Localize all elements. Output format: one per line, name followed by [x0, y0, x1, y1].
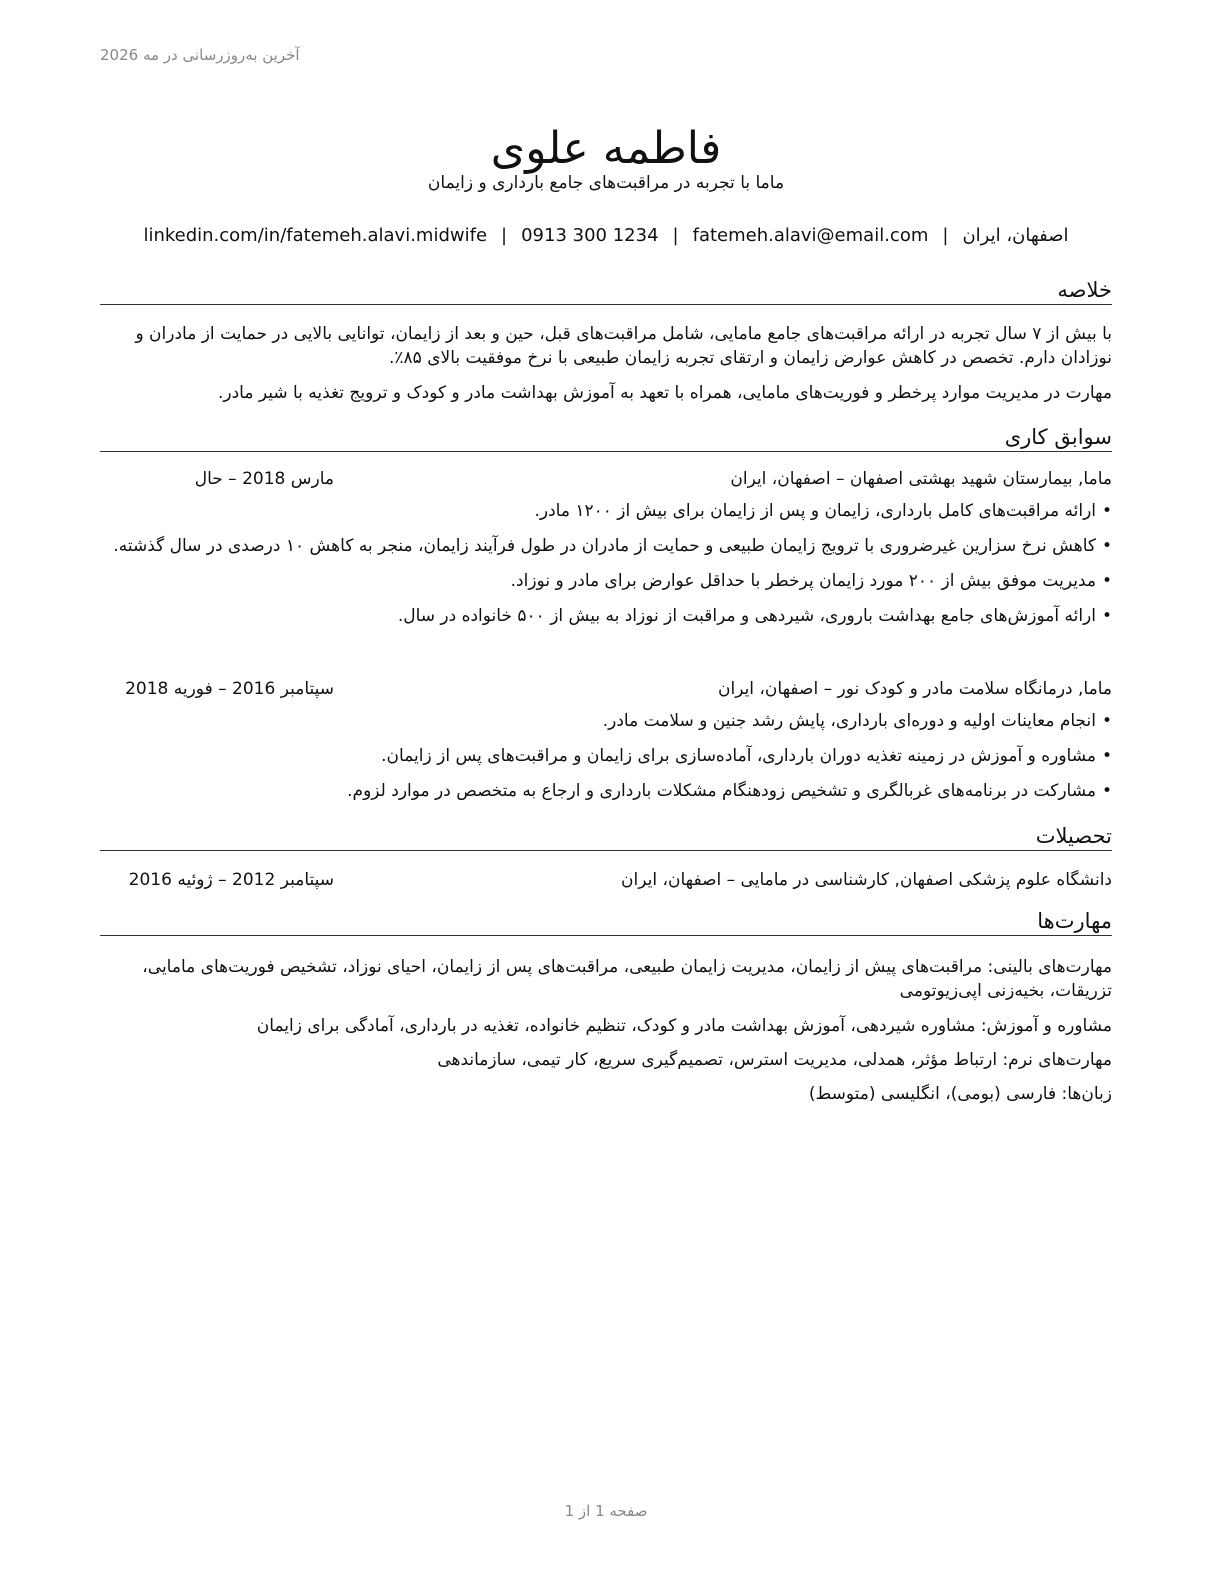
- contact-phone: 0913 300 1234: [521, 225, 659, 246]
- last-updated-note: آخرین به‌روزرسانی در مه 2026: [100, 46, 300, 64]
- list-item: • ارائه آموزش‌های جامع بهداشت باروری، شیردهی و مراقبت از نوزاد به بیش از ۵۰۰ خانواده در سال.: [100, 605, 1112, 627]
- job-bullets: [100, 500, 1112, 627]
- contact-email[interactable]: fatemeh.alavi@email.com: [692, 225, 929, 246]
- job-heading: [100, 466, 1112, 492]
- job-bullets: [100, 710, 1112, 802]
- education-date: سپتامبر 2012 – ژوئیه 2016: [128, 870, 334, 890]
- page-number: صفحه 1 از 1: [564, 1502, 648, 1520]
- contact-linkedin[interactable]: linkedin.com/in/fatemeh.alavi.midwife: [143, 225, 488, 246]
- job-heading: [100, 676, 1112, 702]
- education-title: دانشگاه علوم پزشکی اصفهان, کارشناسی در مامایی – اصفهان، ایران: [621, 870, 1112, 890]
- skills-line: مشاوره و آموزش: مشاوره شیردهی، آموزش بهداشت مادر و کودک، تنظیم خانواده، تغذیه در بارداری، آمادگی برای زایمان: [256, 1016, 1112, 1036]
- job-title: ماما, درمانگاه سلامت مادر و کودک نور – اصفهان، ایران: [717, 679, 1112, 699]
- contact-separator: |: [672, 225, 679, 246]
- section-title-summary: خلاصه: [100, 276, 1112, 305]
- skills-line: مهارت‌های نرم: ارتباط مؤثر، همدلی، مدیریت استرس، تصمیم‌گیری سریع، کار تیمی، سازماندهی: [437, 1050, 1112, 1070]
- contact-location: اصفهان، ایران: [962, 225, 1069, 246]
- list-item: • انجام معاینات اولیه و دوره‌ای بارداری، پایش رشد جنین و سلامت مادر.: [100, 710, 1112, 732]
- section-title-experience: سوابق کاری: [100, 423, 1112, 452]
- skills-line: زبان‌ها: فارسی (بومی)، انگلیسی (متوسط): [808, 1084, 1112, 1104]
- summary-paragraph: مهارت در مدیریت موارد پرخطر و فوریت‌های مامایی، همراه با تعهد به آموزش بهداشت مادر و کودک و ترویج تغذیه با شیر مادر.: [217, 383, 1112, 403]
- job-date: سپتامبر 2016 – فوریه 2018: [125, 679, 334, 699]
- section-title-education: تحصیلات: [100, 822, 1112, 851]
- list-item: • مشارکت در برنامه‌های غربالگری و تشخیص زودهنگام مشکلات بارداری و ارجاع به متخصص در موارد لزوم.: [100, 780, 1112, 802]
- list-item: • کاهش نرخ سزارین غیرضروری با ترویج زایمان طبیعی و حمایت از مادران در طول فرآیند زایمان، منجر به کاهش ۱۰ درصدی در سال گذشته.: [100, 535, 1112, 557]
- resume-name: فاطمه علوی: [490, 123, 722, 175]
- education-heading: [100, 867, 1112, 893]
- list-item: • مشاوره و آموزش در زمینه تغذیه دوران بارداری، آماده‌سازی برای زایمان و مراقبت‌های پس از زایمان.: [100, 745, 1112, 767]
- list-item: • ارائه مراقبت‌های کامل بارداری، زایمان و پس از زایمان برای بیش از ۱۲۰۰ مادر.: [100, 500, 1112, 522]
- list-item: • مدیریت موفق بیش از ۲۰۰ مورد زایمان پرخطر با حداقل عوارض برای مادر و نوزاد.: [100, 570, 1112, 592]
- section-title-skills: مهارت‌ها: [100, 907, 1112, 936]
- job-title: ماما, بیمارستان شهید بهشتی اصفهان – اصفهان، ایران: [730, 469, 1112, 489]
- resume-subtitle: ماما با تجربه در مراقبت‌های جامع بارداری و زایمان: [427, 173, 785, 193]
- resume-page: [100, 0, 1112, 1584]
- job-date: مارس 2018 – حال: [194, 469, 334, 489]
- skills-line: مهارت‌های بالینی: مراقبت‌های پیش از زایمان، مدیریت زایمان طبیعی، مراقبت‌های پس از زایمان، احیای نوزاد، تشخیص فوریت‌های مامایی، تزریقات، بخیه‌زنی اپی‌زیوتومی: [142, 957, 1112, 1001]
- summary-paragraph: با بیش از ۷ سال تجربه در ارائه مراقبت‌های جامع مامایی، شامل مراقبت‌های قبل، حین و بعد از زایمان، توانایی بالایی در حمایت از مادران و نوزادان دارم. تخصص در کاهش عوارض زایمان و ارتقای تجربه زایمان طبیعی با نرخ موفقیت بالای ۸۵٪.: [135, 324, 1112, 368]
- contact-separator: |: [942, 225, 949, 246]
- contact-line: [100, 222, 1112, 250]
- contact-separator: |: [501, 225, 508, 246]
